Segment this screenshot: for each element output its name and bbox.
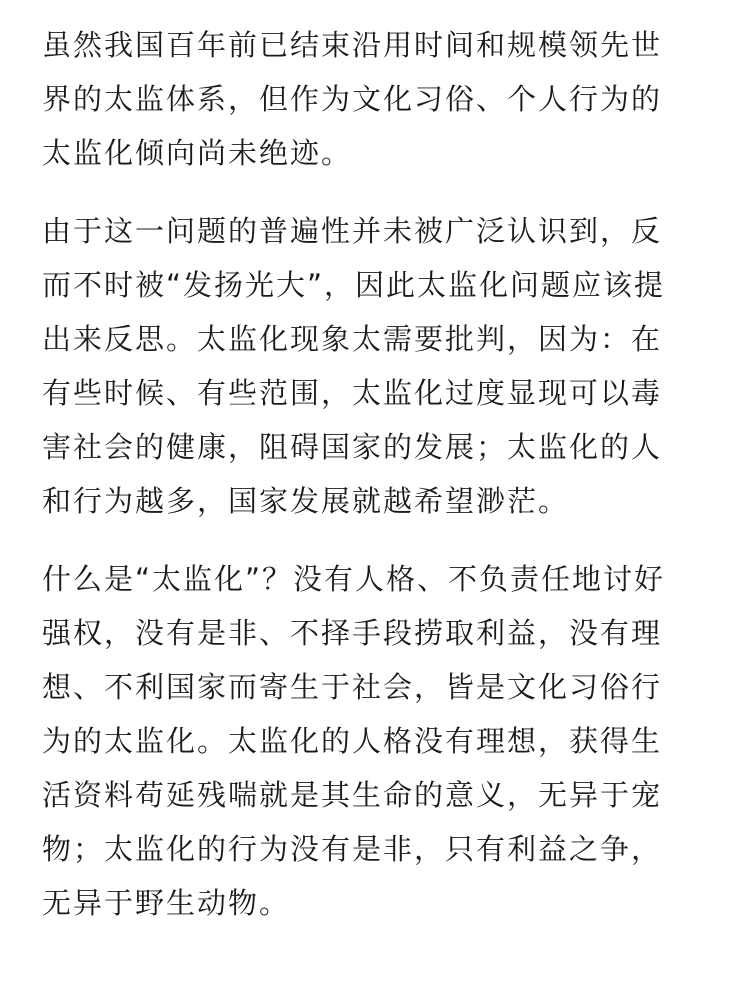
text-line: 活资料苟延残喘就是其生命的意义，无异于宠 <box>42 778 663 812</box>
text-line: 强权，没有是非、不择手段捞取利益，没有理 <box>42 616 663 650</box>
text-line: 虽然我国百年前已结束沿用时间和规模领先世 <box>42 28 663 62</box>
text-line: 什么是“太监化”？没有人格、不负责任地讨好 <box>42 562 666 596</box>
article-body <box>42 18 722 930</box>
text-line: 界的太监体系，但作为文化习俗、个人行为的 <box>42 82 663 116</box>
paragraph-3 <box>42 552 722 930</box>
text-line: 害社会的健康，阻碍国家的发展；太监化的人 <box>42 430 663 464</box>
text-line: 为的太监化。太监化的人格没有理想，获得生 <box>42 724 663 758</box>
text-line: 和行为越多，国家发展就越希望渺茫。 <box>42 484 570 518</box>
text-line: 想、不利国家而寄生于社会，皆是文化习俗行 <box>42 670 663 704</box>
text-line: 由于这一问题的普遍性并未被广泛认识到，反 <box>42 214 663 248</box>
paragraph-gap <box>42 528 722 552</box>
paragraph-2 <box>42 204 722 528</box>
text-line: 太监化倾向尚未绝迹。 <box>42 136 353 170</box>
text-line: 出来反思。太监化现象太需要批判，因为：在 <box>42 322 663 356</box>
text-line: 无异于野生动物。 <box>42 886 291 920</box>
text-line: 而不时被“发扬光大”，因此太监化问题应该提 <box>42 268 666 302</box>
text-line: 有些时候、有些范围，太监化过度显现可以毒 <box>42 376 663 410</box>
paragraph-1 <box>42 18 722 180</box>
paragraph-gap <box>42 180 722 204</box>
text-line: 物；太监化的行为没有是非，只有利益之争， <box>42 832 663 866</box>
